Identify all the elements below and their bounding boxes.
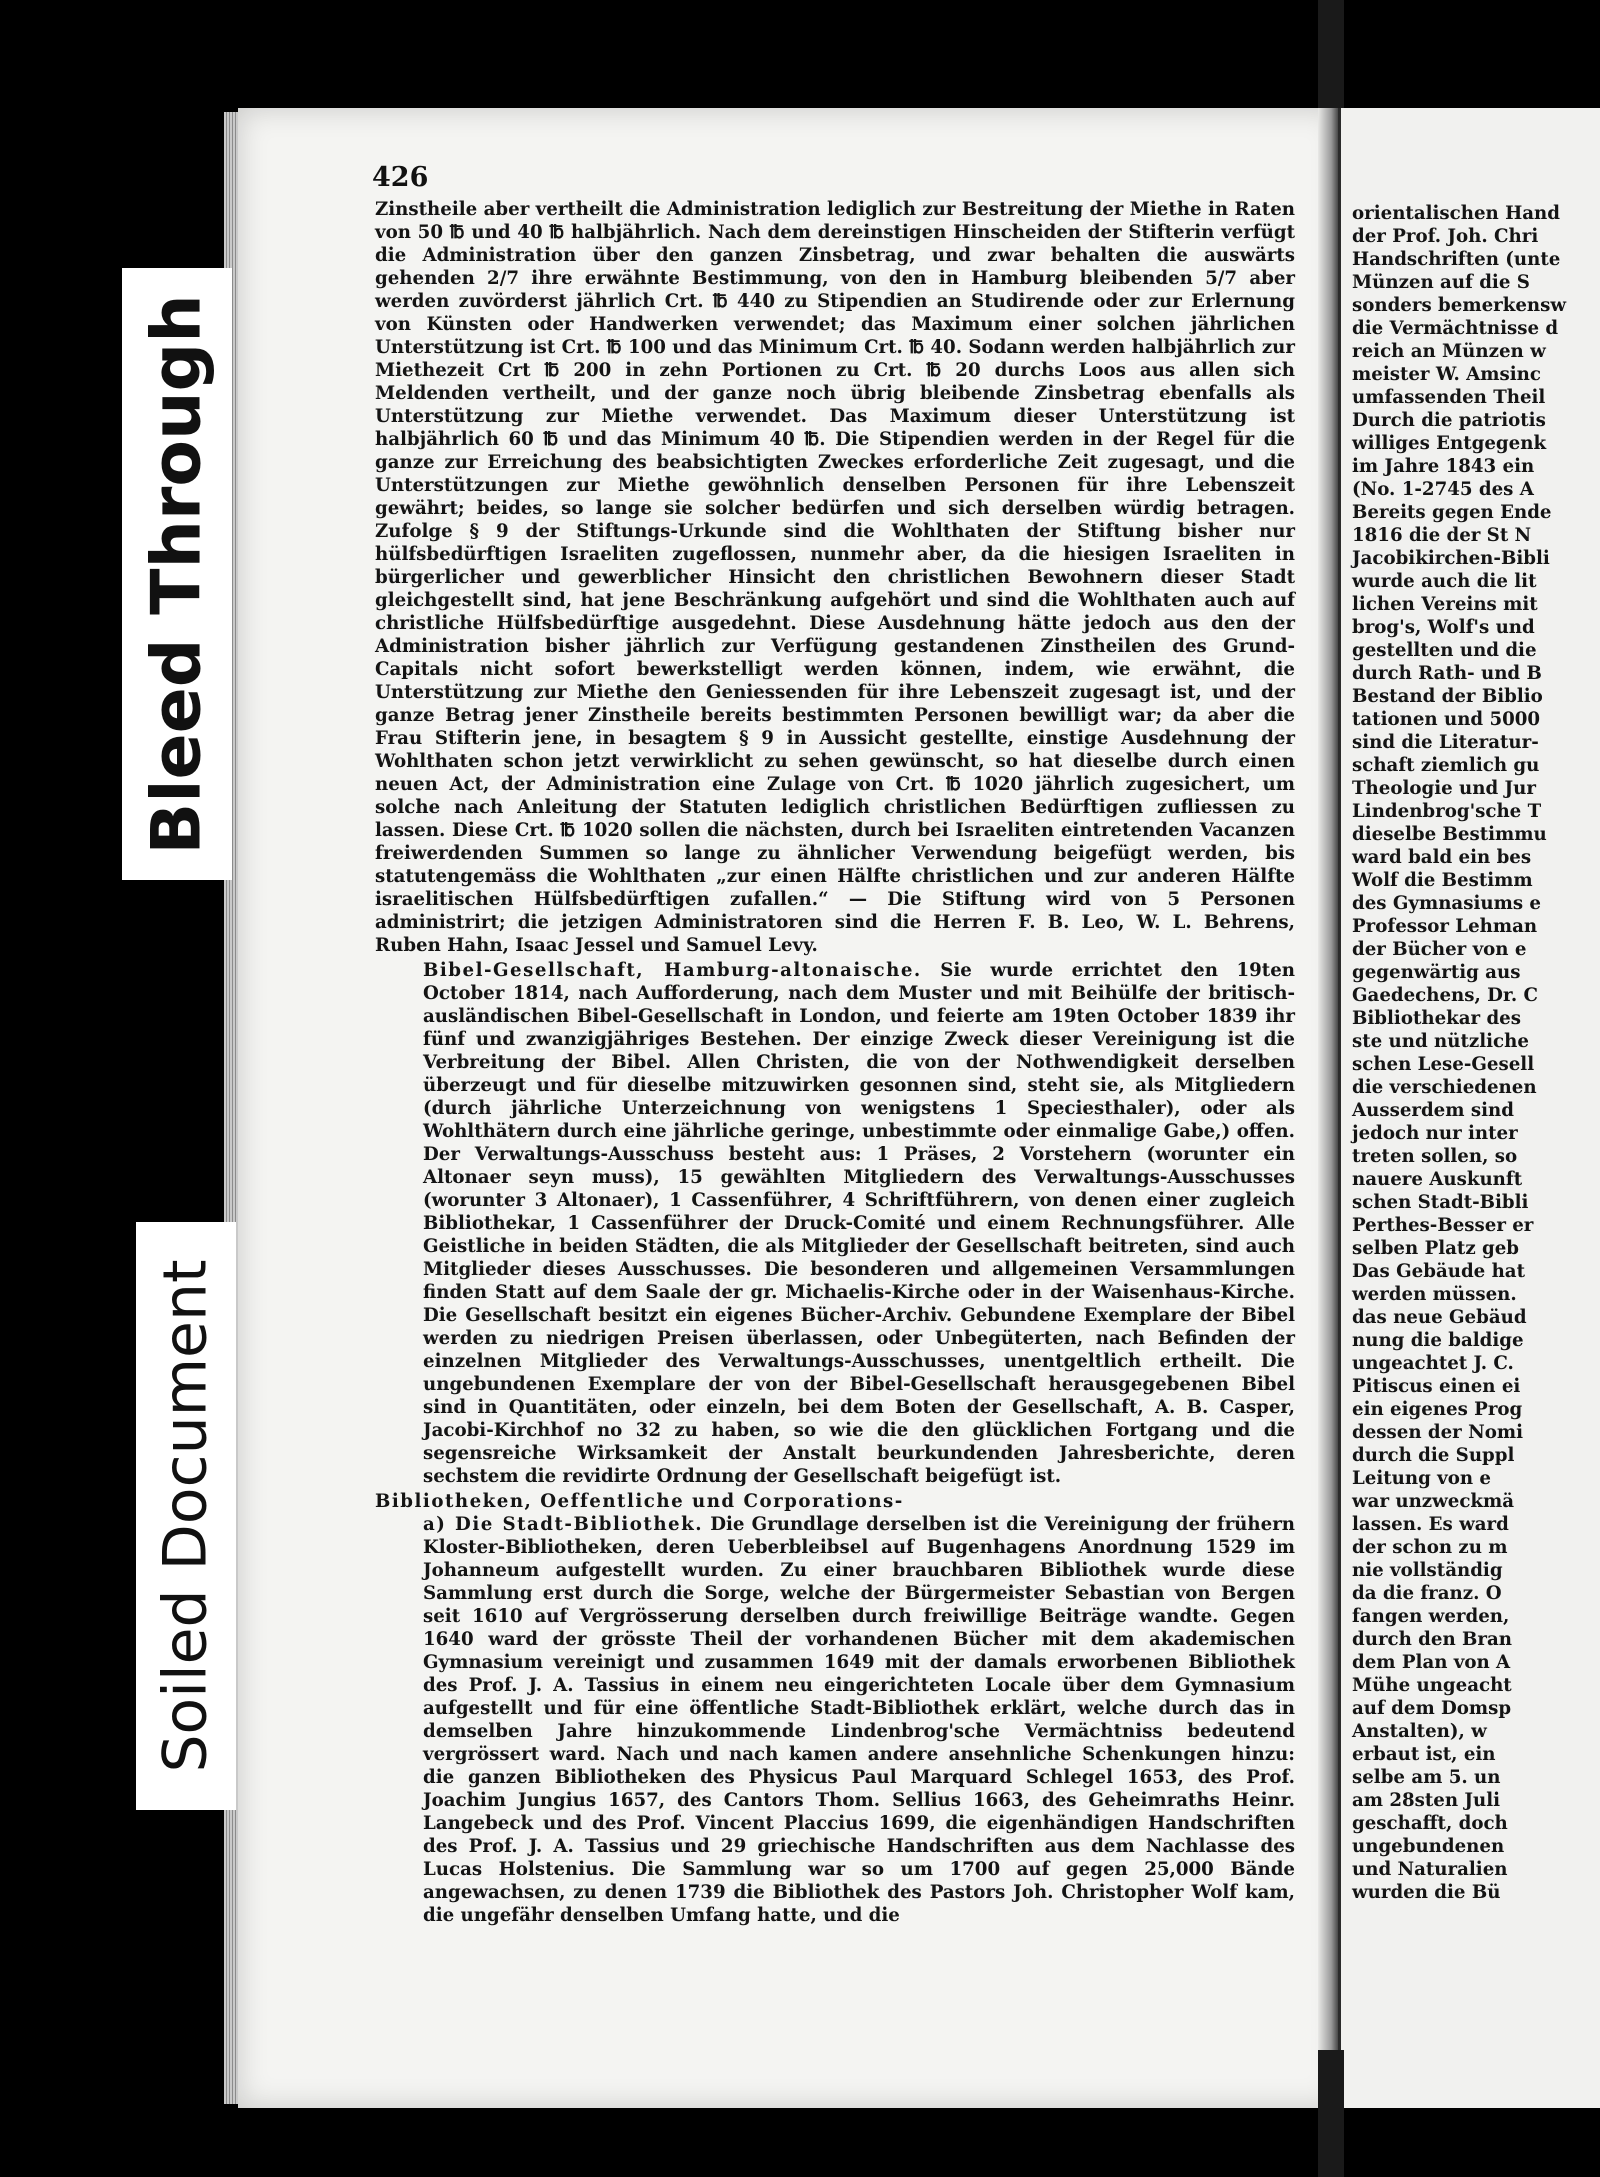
right-page-line: Perthes-Besser er (1352, 1215, 1534, 1236)
right-page-line: Durch die patriotis (1352, 410, 1546, 431)
right-page-line: tationen und 5000 (1352, 709, 1541, 730)
right-page-line: Mühe ungeacht (1352, 1675, 1512, 1696)
right-page-line: Bestand der Biblio (1352, 686, 1543, 707)
book-gutter (1318, 108, 1340, 2108)
right-page-line: fangen werden, (1352, 1606, 1510, 1627)
right-page-line: wurde auch die lit (1352, 571, 1537, 592)
right-page-line: 1816 die der St N (1352, 525, 1532, 546)
right-page-line: gegenwärtig aus (1352, 962, 1521, 983)
right-page-line: selben Platz geb (1352, 1238, 1519, 1259)
entry-text: Die Grundlage derselben ist die Vereinigung der frühern Kloster-Bibliotheken, deren Ueberbleibsel auf Bugenhagens Anordnung 1529 im Johanneum aufgestellt wurden. Zu einer brauchbaren Bibliothek wurde diese Sammlung erst durch die Sorge, welche der Bürgermeister Sebastian von Bergen seit 1610 auf Vergrösserung derselben durch freiwillige Beiträge wandte. Gegen 1640 ward der grösste Theil der vorhandenen Bücher mit dem akademischen Gymnasium vereinigt und zusammen 1649 mit der damals erworbenen Bibliothek des Prof. J. A. Tassius in einem neu eingerichteten Locale über dem Gymnasium aufgestellt und für eine öffentliche Stadt-Bibliothek erklärt, welche durch das in demselben Jahre hinzukommende Lindenbrog'sche Vermächtniss bedeutend vergrössert ward. Nach und nach kamen andere ansehnliche Schenkungen hinzu: die ganzen Bibliotheken des Physicus Paul Marquard Schlegel 1653, des Prof. Joachim Jungius 1657, des Cantors Thom. Sellius 1663, des Geheimraths Heinr. Langebeck und des Prof. Vincent Placcius 1699, die eigenhändigen Handschriften des Prof. J. A. Tassius und 29 griechische Handschriften aus dem Nachlasse des Lucas Holstenius. Die Sammlung war so um 1700 auf gegen 25,000 Bände angewachsen, zu denen 1739 die Bibliothek des Pastors Joh. Christopher Wolf kam, die ungefähr denselben Umfang hatte, und die (423, 1514, 1296, 1926)
soiled-document-label-text: Soiled Document (151, 1259, 222, 1773)
right-page-line: wurden die Bü (1352, 1882, 1501, 1903)
binding-strap-bottom (1318, 2050, 1344, 2177)
entry-text: Sie wurde errichtet den 19ten October 1814, nach Aufforderung, nach dem Muster und mit Beihülfe der britisch-ausländischen Bibel-Gesellschaft in London, und feierte am 19ten October 1839 ihr fünf und zwanzigjähriges Bestehen. Der einzige Zweck dieser Vereinigung ist die Verbreitung der Bibel. Allen Christen, die von der Nothwendigkeit derselben überzeugt und für dieselbe mitzuwirken gesonnen sind, steht sie, als Mitgliedern (durch jährliche Unterzeichnung von wenigstens 1 Speciesthaler), oder als Wohlthätern durch eine jährliche geringe, unbestimmte oder einmalige Gabe,) offen. Der Verwaltungs-Ausschuss besteht aus: 1 Präses, 2 Vorstehern (worunter ein Altonaer seyn muss), 15 gewählten Mitgliedern des Verwaltungs-Ausschusses (worunter 3 Altonaer), 1 Cassenführer, 4 Schriftführern, von denen einer zugleich Bibliothekar, 1 Cassenführer der Druck-Comité und einem Rechnungsführer. Alle Geistliche in beiden Städten, die als Mitglieder der Gesellschaft beitreten, sind auch Mitglieder dieses Ausschusses. Die besonderen und allgemeinen Versammlungen finden Statt auf dem Saale der gr. Michaelis-Kirche oder in der Waisenhaus-Kirche. Die Gesellschaft besitzt ein eigenes Bücher-Archiv. Gebundene Exemplare der Bibel werden zu niedrigen Preisen überlassen, oder Unbegüterten, nach Befinden der einzelnen Mitglieder des Verwaltungs-Ausschusses, unentgeltlich ertheilt. Die ungebundenen Exemplare der von der Bibel-Gesellschaft herausgegebenen Bibel sind in Quantitäten, oder einzeln, bei dem Boten der Gesellschaft, A. B. Casper, Jacobi-Kirchhof no 32 zu haben, so wie die den glücklichen Fortgang und die segensreiche Wirksamkeit der Anstalt beurkundenden Jahresberichte, deren sechstem die revidirte Ordnung der Gesellschaft beigefügt ist. (423, 960, 1295, 1487)
right-page-line: (No. 1-2745 des A (1352, 479, 1534, 500)
soiled-document-label (136, 1222, 236, 1810)
right-page-line: Handschriften (unte (1352, 249, 1561, 270)
right-page-line: die Vermächtnisse d (1352, 318, 1559, 339)
right-page-line: und Naturalien (1352, 1859, 1508, 1880)
right-page-line: Pitiscus einen ei (1352, 1376, 1521, 1397)
right-page-line: Jacobikirchen-Bibli (1352, 548, 1550, 569)
main-text (375, 198, 1295, 1927)
right-page-line: meister W. Amsinc (1352, 364, 1541, 385)
right-page-line: ein eigenes Prog (1352, 1399, 1523, 1420)
right-page-line: war unzweckmä (1352, 1491, 1515, 1512)
bleed-through-label (122, 268, 232, 880)
right-page-line: geschafft, doch (1352, 1813, 1508, 1834)
right-page-line: der Bücher von e (1352, 939, 1527, 960)
right-page-text (1352, 202, 1600, 1904)
right-page-line: nie vollständig (1352, 1560, 1503, 1581)
right-page-line: dem Plan von A (1352, 1652, 1511, 1673)
entry-bibliotheken-heading (375, 1490, 1295, 1513)
right-page-line: brog's, Wolf's und (1352, 617, 1535, 638)
right-page-line: schaft ziemlich gu (1352, 755, 1540, 776)
right-page-line: nauere Auskunft (1352, 1169, 1523, 1190)
right-page-line: am 28sten Juli (1352, 1790, 1501, 1811)
right-page-line: ungeachtet J. C. (1352, 1353, 1514, 1374)
right-page-line: Ausserdem sind (1352, 1100, 1514, 1121)
right-page-line: das neue Gebäud (1352, 1307, 1527, 1328)
bleed-through-label-text: Bleed Through (137, 293, 217, 855)
right-page-line: Wolf die Bestimm (1352, 870, 1533, 891)
right-page-line: dieselbe Bestimmu (1352, 824, 1547, 845)
right-page-line: schen Stadt-Bibli (1352, 1192, 1529, 1213)
right-page-line: durch den Bran (1352, 1629, 1512, 1650)
right-page-line: Bereits gegen Ende (1352, 502, 1552, 523)
right-page-line: jedoch nur inter (1352, 1123, 1518, 1144)
right-page-line: erbaut ist, ein (1352, 1744, 1496, 1765)
right-page-line: nung die baldige (1352, 1330, 1524, 1351)
right-page-line: durch Rath- und B (1352, 663, 1542, 684)
right-page-line: sonders bemerkensw (1352, 295, 1567, 316)
right-page-line: ste und nützliche (1352, 1031, 1529, 1052)
right-page-line: selbe am 5. un (1352, 1767, 1501, 1788)
right-page-line: der schon zu m (1352, 1537, 1508, 1558)
right-page-line: orientalischen Hand (1352, 203, 1560, 224)
right-page-line: gestellten und die (1352, 640, 1537, 661)
right-page-line: schen Lese-Gesell (1352, 1054, 1535, 1075)
right-page-line: die verschiedenen (1352, 1077, 1537, 1098)
right-page-line: auf dem Domsp (1352, 1698, 1512, 1719)
right-page-line: umfassenden Theil (1352, 387, 1546, 408)
right-page-line: Leitung von e (1352, 1468, 1491, 1489)
right-page-line: da die franz. O (1352, 1583, 1502, 1604)
entry-bibel-gesellschaft (375, 959, 1295, 1488)
right-page-line: williges Entgegenk (1352, 433, 1547, 454)
entry-lemma: Bibel-Gesellschaft, Hamburg-altonaische. (423, 960, 922, 981)
right-page-line: im Jahre 1843 ein (1352, 456, 1535, 477)
right-page-line: lassen. Es ward (1352, 1514, 1509, 1535)
right-page-line: lichen Vereins mit (1352, 594, 1538, 615)
right-page-line: Münzen auf die S (1352, 272, 1530, 293)
entry-stadt-bibliothek (375, 1513, 1295, 1927)
right-page-line: Gaedechens, Dr. C (1352, 985, 1538, 1006)
right-page-line: werden müssen. (1352, 1284, 1517, 1305)
right-page-line: Lindenbrog'sche T (1352, 801, 1542, 822)
right-page-line: Theologie und Jur (1352, 778, 1536, 799)
right-page-line: Bibliothekar des (1352, 1008, 1521, 1029)
right-page-line: Das Gebäude hat (1352, 1261, 1525, 1282)
page-number: 426 (372, 162, 429, 193)
right-page-line: treten sollen, so (1352, 1146, 1518, 1167)
entry-lemma: Bibliotheken, Oeffentliche und Corporations- (375, 1491, 904, 1512)
right-page-line: des Gymnasiums e (1352, 893, 1541, 914)
entry-sub-lemma: a) Die Stadt-Bibliothek. (423, 1514, 704, 1535)
right-page-line: ungebundenen (1352, 1836, 1505, 1857)
right-page-line: reich an Münzen w (1352, 341, 1546, 362)
right-page-line: sind die Literatur- (1352, 732, 1539, 753)
paragraph-stiftung: Zinstheile aber vertheilt die Administration lediglich zur Bestreitung der Miethe in Raten von 50 ℔ und 40 ℔ halbjährlich. Nach dem dereinstigen Hinscheiden der Stifterin verfügt die Administration über den ganzen Zinsbetrag, und zwar behalten die auswärts gehenden 2/7 ihre erwähnte Bestimmung, von den in Hamburg bleibenden 5/7 aber werden zuvörderst jährlich Crt. ℔ 440 zu Stipendien an Studirende oder zur Erlernung von Künsten oder Handwerken verwendet; das Maximum einer solchen jährlichen Unterstützung ist Crt. ℔ 100 und das Minimum Crt. ℔ 40. Sodann werden halbjährlich zur Miethezeit Crt ℔ 200 in zehn Portionen zu Crt. ℔ 20 durchs Loos aus allen sich Meldenden vertheilt, und der ganze noch übrig bleibende Zinsbetrag ebenfalls als Unterstützung zur Miethe verwendet. Das Maximum dieser Unterstützung ist halbjährlich 60 ℔ und das Minimum 40 ℔. Die Stipendien werden in der Regel für die ganze zur Erreichung des beabsichtigten Zweckes erforderliche Zeit zugesagt, und die Unterstützungen zur Miethe gewöhnlich denselben Personen für ihre Lebenszeit gewährt; beides, so lange sie solcher bedürfen und sich derselben würdig betragen. Zufolge § 9 der Stiftungs-Urkunde sind die Wohlthaten der Stiftung bisher nur hülfsbedürftigen Israeliten zugeflossen, nunmehr aber, da die hiesigen Israeliten in bürgerlicher und gewerblicher Hinsicht den christlichen Bewohnern dieser Stadt gleichgestellt sind, hat jene Beschränkung aufgehört und sind die Wohlthaten auch auf christliche Hülfsbedürftige ausgedehnt. Diese Ausdehnung hätte jedoch aus den der Administration bisher jährlich zur Verfügung gestandenen Zinstheilen des Grund-Capitals nicht sofort bewerkstelligt werden können, indem, wie erwähnt, die Unterstützung zur Miethe den Geniessenden für ihre Lebenszeit zugesagt ist, und der ganze Betrag jener Zinstheile bereits bestimmten Personen bewilligt war; da aber die Frau Stifterin jene, in besagtem § 9 in Aussicht gestellte, einstige Ausdehnung der Wohlthaten schon jetzt verwirklicht zu sehen gewünscht, so hat dieselbe durch einen neuen Act, der Administration eine Zulage von Crt. ℔ 1020 jährlich zugesichert, um solche nach Anleitung der Statuten lediglich christlichen Bedürftigen zufliessen zu lassen. Diese Crt. ℔ 1020 sollen die nächsten, durch bei Israeliten eintretenden Vacanzen freiwerdenden Summen so lange zu ähnlicher Verwendung beigefügt werden, bis statutengemäss die Wohlthaten „zur einen Hälfte christlichen und zur anderen Hälfte israelitischen Hülfsbedürftigen zufallen.“ — Die Stiftung wird von 5 Personen administrirt; die jetzigen Administratoren sind die Herren F. B. Leo, W. L. Behrens, Ruben Hahn, Isaac Jessel und Samuel Levy. (375, 199, 1295, 956)
right-page-line: ward bald ein bes (1352, 847, 1532, 868)
right-page-line: dessen der Nomi (1352, 1422, 1524, 1443)
right-page-line: durch die Suppl (1352, 1445, 1515, 1466)
right-page-line: Professor Lehman (1352, 916, 1538, 937)
right-page-line: der Prof. Joh. Chri (1352, 226, 1539, 247)
right-page-line: Anstalten), w (1352, 1721, 1487, 1742)
